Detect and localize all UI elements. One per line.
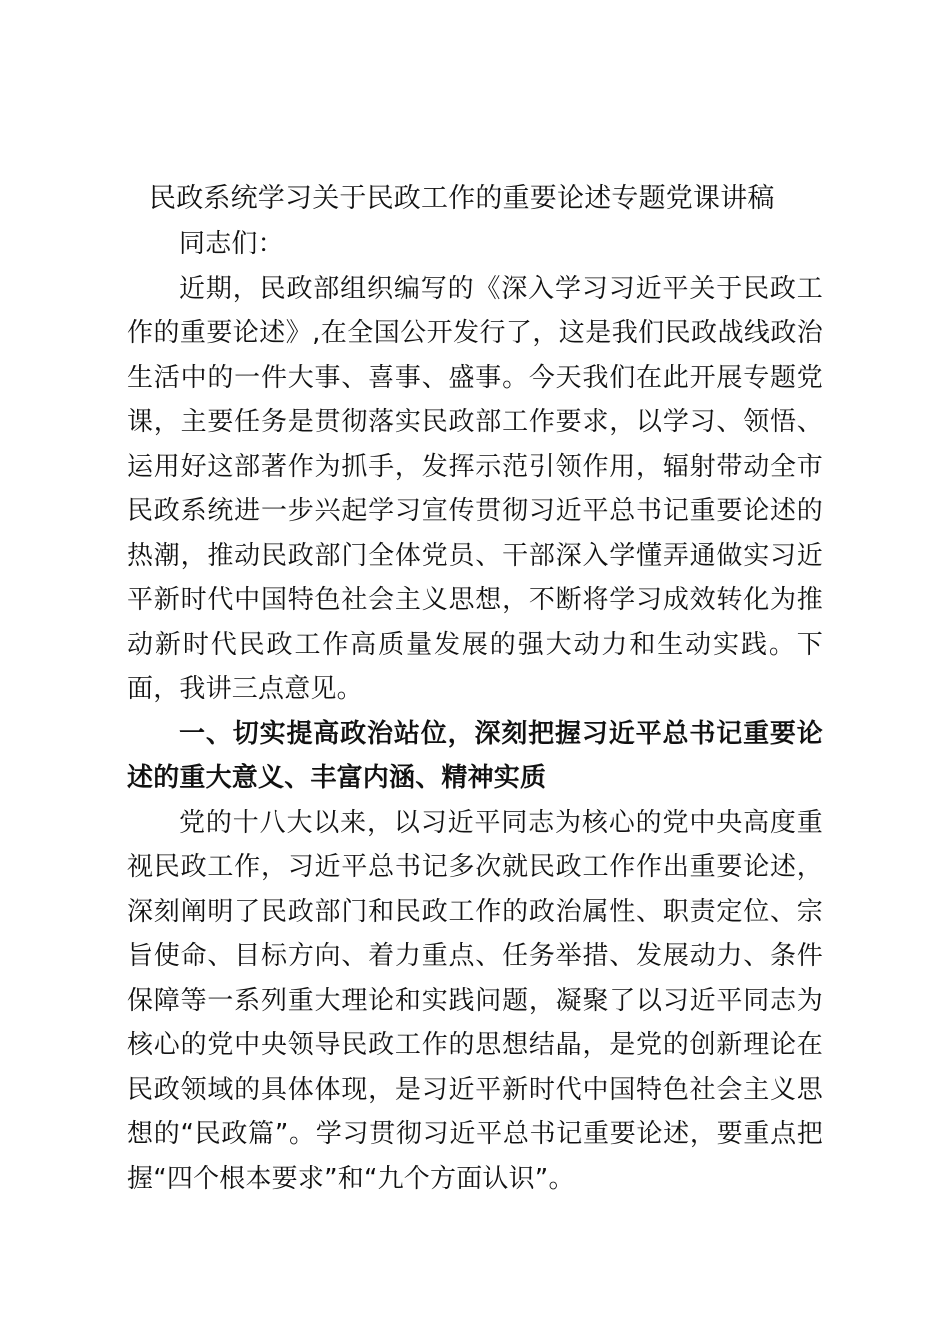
document-title: 民政系统学习关于民政工作的重要论述专题党课讲稿 <box>149 183 775 214</box>
section-paragraph: 党的十八大以来，以习近平同志为核心的党中央高度重视民政工作，习近平总书记多次就民政工作作出重要论述，深刻阐明了民政部门和民政工作的政治属性、职责定位、宗旨使命、目标方向、着力重点、任务举措、发展动力、条件保障等一系列重大理论和实践问题，凝聚了以习近平同志为核心的党中央领导民政工作的思想结晶，是党的创新理论在民政领域的具体体现，是习近平新时代中国特色社会主义思想的“民政篇”。学习贯彻习近平总书记重要论述，要重点把握“四个根本要求”和“九个方面认识”。 <box>127 807 823 1194</box>
section-heading: 一、切实提高政治站位，深刻把握习近平总书记重要论述的重大意义、丰富内涵、精神实质 <box>127 718 823 793</box>
document-body <box>127 176 823 1201</box>
salutation: 同志们： <box>179 229 284 259</box>
intro-paragraph: 近期，民政部组织编写的《深入学习习近平关于民政工作的重要论述》,在全国公开发行了，这是我们民政战线政治生活中的一件大事、喜事、盛事。今天我们在此开展专题党课，主要任务是贯彻落实民政部工作要求，以学习、领悟、运用好这部著作为抓手，发挥示范引领作用，辐射带动全市民政系统进一步兴起学习宣传贯彻习近平总书记重要论述的热潮，推动民政部门全体党员、干部深入学懂弄通做实习近平新时代中国特色社会主义思想，不断将学习成效转化为推动新时代民政工作高质量发展的强大动力和生动实践。下面，我讲三点意见。 <box>127 273 823 704</box>
